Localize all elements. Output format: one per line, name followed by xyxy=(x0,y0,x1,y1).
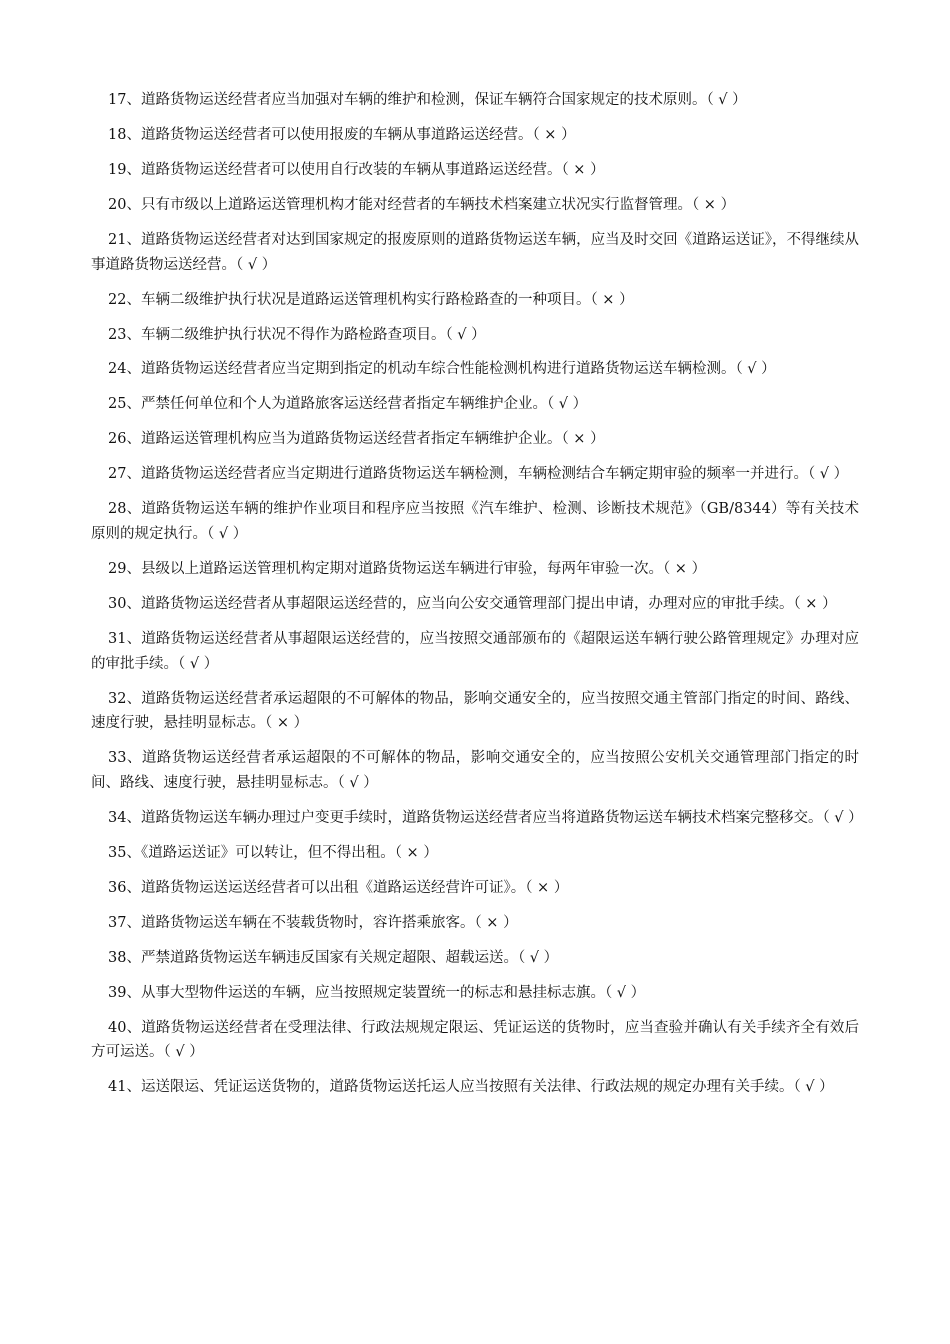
question-item-26: 26、道路运送管理机构应当为道路货物运送经营者指定车辆维护企业。（ × ） xyxy=(108,431,605,448)
question-item-38: 38、严禁道路货物运送车辆违反国家有关规定超限、超载运送。（ √ ） xyxy=(108,949,559,966)
question-item-24: 24、道路货物运送经营者应当定期到指定的机动车综合性能检测机构进行道路货物运送车辆检测。（ √ ） xyxy=(108,361,776,378)
question-item-30: 30、道路货物运送经营者从事超限运送经营的，应当向公安交通管理部门提出申请，办理对应的审批手续。（ × ） xyxy=(108,595,837,612)
question-item-40: 40、道路货物运送经营者在受理法律、行政法规规定限运、凭证运送的货物时，应当查验并确认有关手续齐全有效后方可运送。（ √ ） xyxy=(91,1019,859,1061)
question-item-29: 29、县级以上道路运送管理机构定期对道路货物运送车辆进行审验，每两年审验一次。（ × ） xyxy=(108,561,707,577)
question-item-34: 34、道路货物运送车辆办理过户变更手续时，道路货物运送经营者应当将道路货物运送车辆技术档案完整移交。（ √ ） xyxy=(108,809,863,826)
question-item-22: 22、车辆二级维护执行状况是道路运送管理机构实行路检路查的一种项目。（ × ） xyxy=(108,291,634,308)
question-item-33: 33、道路货物运送经营者承运超限的不可解体的物品，影响交通安全的，应当按照公安机关交通管理部门指定的时间、路线、速度行驶，悬挂明显标志。（ √ ） xyxy=(91,750,859,791)
question-item-36: 36、道路货物运送运送经营者可以出租《道路运送经营许可证》。（ × ） xyxy=(108,879,569,896)
question-item-28: 28、道路货物运送车辆的维护作业项目和程序应当按照《汽车维护、检测、诊断技术规范》（GB/8344）等有关技术原则的规定执行。（ √ ） xyxy=(91,501,859,543)
question-item-37: 37、道路货物运送车辆在不装载货物时，容许搭乘旅客。（ × ） xyxy=(108,914,518,931)
question-item-20: 20、只有市级以上道路运送管理机构才能对经营者的车辆技术档案建立状况实行监督管理。（ × ） xyxy=(108,196,736,213)
question-item-18: 18、道路货物运送经营者可以使用报废的车辆从事道路运送经营。（ × ） xyxy=(108,126,576,143)
question-item-23: 23、车辆二级维护执行状况不得作为路检路查项目。（ √ ） xyxy=(108,326,486,343)
question-item-19: 19、道路货物运送经营者可以使用自行改装的车辆从事道路运送经营。（ × ） xyxy=(108,161,605,178)
question-list xyxy=(91,88,863,1110)
question-item-32: 32、道路货物运送经营者承运超限的不可解体的物品，影响交通安全的，应当按照交通主管部门指定的时间、路线、速度行驶，悬挂明显标志。（ × ） xyxy=(91,690,859,732)
question-item-17: 17、道路货物运送经营者应当加强对车辆的维护和检测，保证车辆符合国家规定的技术原则。（ √ ） xyxy=(108,92,747,108)
question-item-21: 21、道路货物运送经营者对达到国家规定的报废原则的道路货物运送车辆，应当及时交回《道路运送证》，不得继续从事道路货物运送经营。（ √ ） xyxy=(91,231,859,273)
question-item-27: 27、道路货物运送经营者应当定期进行道路货物运送车辆检测，车辆检测结合车辆定期审验的频率一并进行。（ √ ） xyxy=(108,466,849,483)
question-item-31: 31、道路货物运送经营者从事超限运送经营的，应当按照交通部颁布的《超限运送车辆行驶公路管理规定》办理对应的审批手续。（ √ ） xyxy=(91,630,859,672)
question-item-41: 41、运送限运、凭证运送货物的，道路货物运送托运人应当按照有关法律、行政法规的规定办理有关手续。（ √ ） xyxy=(108,1079,834,1096)
question-item-39: 39、从事大型物件运送的车辆，应当按照规定装置统一的标志和悬挂标志旗。（ √ ） xyxy=(108,984,646,1001)
question-item-25: 25、严禁任何单位和个人为道路旅客运送经营者指定车辆维护企业。（ √ ） xyxy=(108,396,588,413)
question-item-35: 35、《道路运送证》可以转让，但不得出租。（ × ） xyxy=(108,844,438,861)
